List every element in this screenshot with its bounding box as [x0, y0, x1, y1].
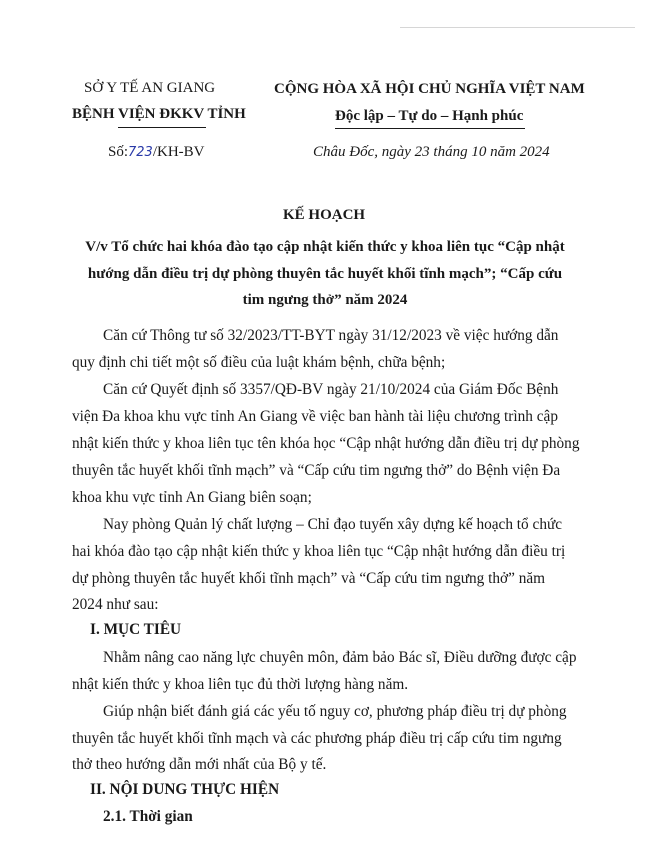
body-line: Căn cứ Thông tư số 32/2023/TT-BYT ngày 31/12/2023 về việc hướng dẫn [103, 327, 559, 344]
body-line: Nay phòng Quản lý chất lượng – Chỉ đạo tuyến xây dựng kế hoạch tổ chức [103, 516, 563, 533]
doc-no-suffix: /KH-BV [152, 144, 205, 160]
motto: Độc lập – Tự do – Hạnh phúc [335, 108, 524, 124]
nation-title: CỘNG HÒA XÃ HỘI CHỦ NGHĨA VIỆT NAM [274, 81, 585, 97]
section-heading-2: II. NỘI DUNG THỰC HIỆN [90, 781, 280, 798]
body-line: hai khóa đào tạo cập nhật kiến thức y khoa liên tục “Cập nhật hướng dẫn điều trị [72, 543, 566, 560]
section-heading-2-1: 2.1. Thời gian [103, 808, 193, 825]
org-line-1: SỞ Y TẾ AN GIANG [84, 80, 216, 96]
body-line: 2024 như sau: [72, 596, 159, 613]
subject-line-1: V/v Tổ chức hai khóa đào tạo cập nhật kiến thức y khoa liên tục “Cập nhật [85, 239, 565, 255]
org-underline [118, 127, 206, 128]
body-line: viện Đa khoa khu vực tỉnh An Giang về việc ban hành tài liệu chương trình cập [72, 408, 558, 425]
date-place: Châu Đốc, ngày 23 tháng 10 năm 2024 [313, 144, 550, 160]
org-line-2: BỆNH VIỆN ĐKKV TỈNH [72, 106, 246, 122]
body-line: thuyên tắc huyết khối tĩnh mạch” và “Cấp cứu tim ngưng thở” do Bệnh viện Đa [72, 462, 561, 479]
subject-line-3: tim ngưng thở” năm 2024 [242, 292, 408, 308]
body-line: quy định chi tiết một số điều của luật khám bệnh, chữa bệnh; [72, 354, 446, 371]
doc-no-prefix: Số: [108, 144, 129, 160]
body-line: khoa khu vực tỉnh An Giang biên soạn; [72, 489, 312, 506]
body-line: Căn cứ Quyết định số 3357/QĐ-BV ngày 21/10/2024 của Giám Đốc Bệnh [103, 381, 559, 398]
body-line: thuyên tắc huyết khối tĩnh mạch và các phương pháp điều trị cấp cứu tim ngưng [72, 730, 562, 747]
body-line: nhật kiến thức y khoa liên tục tên khóa học “Cập nhật hướng dẫn điều trị dự phòng [72, 435, 580, 452]
document-title: KẾ HOẠCH [283, 207, 366, 223]
subject-line-2: hướng dẫn điều trị dự phòng thuyên tắc huyết khối tĩnh mạch”; “Cấp cứu [87, 266, 563, 282]
body-line: dự phòng thuyên tắc huyết khối tĩnh mạch” và “Cấp cứu tim ngưng thở” năm [72, 570, 546, 587]
doc-no-handwritten: 723 [128, 145, 153, 160]
body-line: Giúp nhận biết đánh giá các yếu tố nguy cơ, phương pháp điều trị dự phòng [103, 703, 567, 720]
body-line: thở theo hướng dẫn mới nhất của Bộ y tế. [72, 756, 327, 773]
document-number [108, 144, 205, 161]
section-heading-1: I. MỤC TIÊU [90, 621, 182, 638]
scan-edge-line [400, 27, 635, 28]
body-line: nhật kiến thức y khoa liên tục đủ thời lượng hàng năm. [72, 676, 409, 693]
body-line: Nhằm nâng cao năng lực chuyên môn, đảm bảo Bác sĩ, Điều dưỡng được cập [103, 649, 577, 666]
motto-underline [335, 128, 525, 129]
